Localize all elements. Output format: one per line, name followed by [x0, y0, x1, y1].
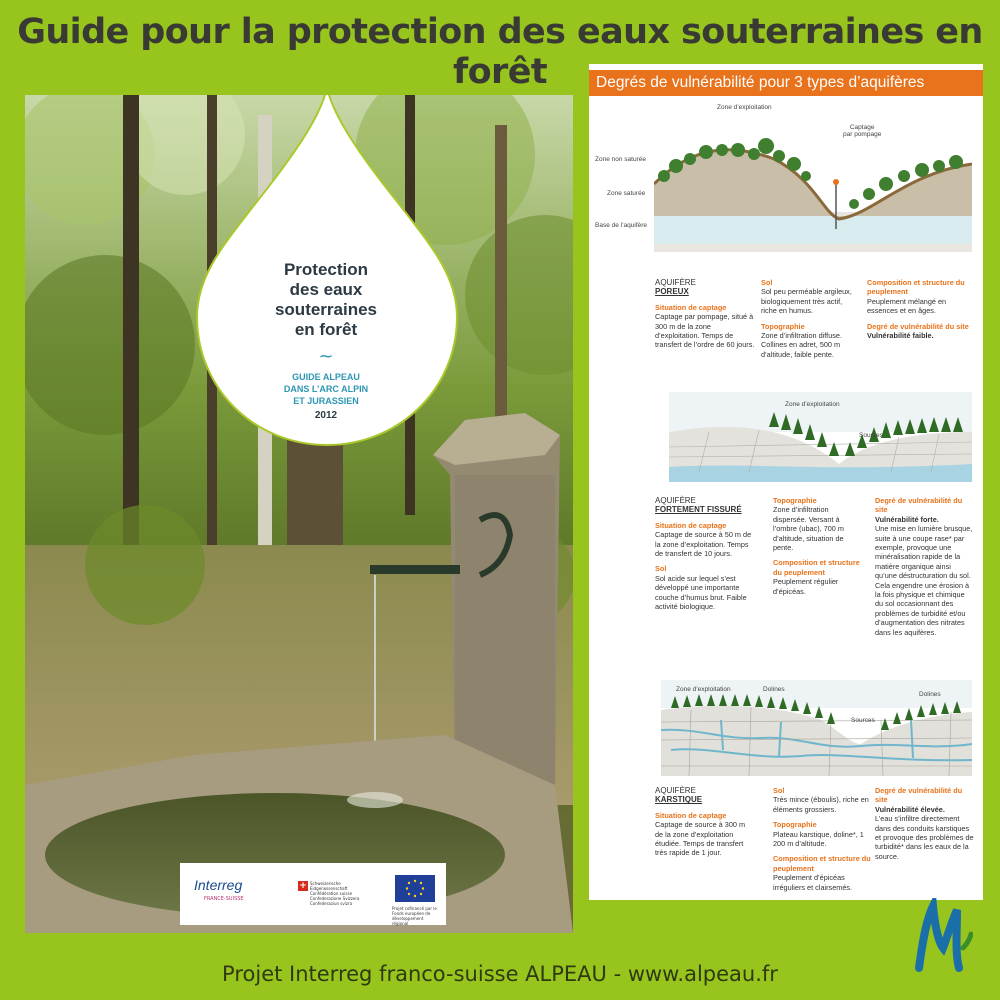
karst-col-3: Degré de vulnérabilité du site Vulnérabilité élevée. L’eau s’infiltre directement dans des conduits karstiques et provoque des problèmes de turbidité* dans les eaux de la source.: [875, 786, 974, 861]
guide-cover: [25, 95, 573, 933]
fissured-col-3: Degré de vulnérabilité du site Vulnérabilité forte. Une mise en lumière brusque, suite à une coupe rase* par exemple, provoque une minéralisation rapide de la matière organique ainsi qu’une déstructuration du sol. Cela engendre une érosion à la fois physique et chimique du sol occasionnant des problèmes de turbidité et/ou d’augmentation des nitrates dans les aquifères.: [875, 496, 973, 637]
vulnerability-panel: [589, 64, 983, 900]
cover-subtitle: GUIDE ALPEAU DANS L’ARC ALPIN ET JURASSIEN: [283, 372, 369, 406]
porous-aquifer-diagram: [654, 104, 972, 304]
cover-text-block: [231, 260, 421, 421]
fissured-col-2: Topographie Zone d’infiltration dispersée. Versant à l’ombre (ubac), 700 m d’altitude, situation de pente. Composition et structure du peuplement Peuplement régulier d’épicéas.: [773, 496, 860, 596]
panel-header: Degrés de vulnérabilité pour 3 types d’aquifères: [589, 70, 983, 96]
cover-title: Protection des eaux souterraines en forêt: [274, 260, 378, 339]
porous-col-1: AQUIFÈRE POREUX Situation de captage Captage par pompage, situé à 300 m de la zone d’exploitation. Temps de transfert de l’ordre de 60 jours.: [655, 278, 755, 350]
label-sources-2: Sources: [859, 432, 883, 439]
label-dolines-1: Dolines: [763, 686, 785, 693]
aquifer-name-karstique: KARSTIQUE: [655, 795, 703, 805]
label-captage: Captage par pompage: [843, 124, 882, 138]
porous-col-3: Composition et structure du peuplement Peuplement mélangé en essences et en âges. Degré de vulnérabilité du site Vulnérabilité faible.: [867, 278, 969, 341]
footer-project-line: Projet Interreg franco-suisse ALPEAU - www.alpeau.fr: [222, 962, 778, 986]
porous-col-2: Sol Sol peu perméable argileux, biologiquement très actif, riche en humus. Topographie Zone d’infiltration diffuse. Collines en adret, 500 m d’altitude, faible pente.: [761, 278, 852, 359]
label-zone-saturee: Zone saturée: [607, 190, 646, 197]
swiss-confederation-text: Schweizerische Eidgenossenschaft Confédération suisse Confederazione Svizzera Confederaziun svizra: [310, 881, 360, 906]
label-sources-3: Sources: [851, 717, 875, 724]
page-title: Guide pour la protection des eaux souterraines en forêt: [17, 12, 983, 92]
swiss-flag-icon: +: [299, 881, 307, 891]
cover-year: 2012: [314, 410, 338, 421]
fissured-col-1: AQUIFÈRE FORTEMENT FISSURÉ Situation de captage Captage de source à 50 m de la zone d’exploitation. Temps de transfert de 10 jours. Sol Sol acide sur lequel s’est développé une importante couche d’humus brut. Faible activité biologique.: [655, 496, 752, 612]
label-dolines-2: Dolines: [919, 691, 941, 698]
eu-funding-text: Projet cofinancé par le Fonds européen de développement régional: [392, 906, 437, 926]
karst-col-2: Sol Très mince (éboulis), riche en éléments grossiers. Topographie Plateau karstique, doline*, 1 200 m d’altitude. Composition et structure du peuplement Peuplement d’épicéas irréguliers et clairsemés.: [773, 786, 871, 892]
vulnerability-poreux: Vulnérabilité faible.: [867, 331, 934, 341]
cover-tilde: ~: [318, 346, 334, 367]
partner-logos: [180, 863, 446, 925]
eu-flag-icon: [395, 875, 435, 902]
label-zone-exploitation-3: Zone d’exploitation: [676, 686, 731, 693]
label-base-aquifere: Base de l’aquifère: [595, 222, 648, 229]
karst-col-1: AQUIFÈRE KARSTIQUE Situation de captage Captage de source à 300 m de la zone d’exploitation étudiée. Temps de transfert très rapide de 1 jour.: [655, 786, 746, 858]
aquifer-name-poreux: POREUX: [655, 287, 689, 297]
interreg-logo: Interreg: [194, 877, 243, 893]
label-zone-exploitation-1: Zone d’exploitation: [717, 104, 772, 111]
aquifer-name-fissure: FORTEMENT FISSURÉ: [655, 505, 742, 515]
label-zone-exploitation-2: Zone d’exploitation: [785, 401, 840, 408]
vulnerability-fissure: Vulnérabilité forte.: [875, 514, 939, 524]
vulnerability-karstique: Vulnérabilité élevée.: [875, 804, 945, 814]
interreg-subtitle: FRANCE-SUISSE: [204, 896, 244, 902]
label-zone-non-saturee: Zone non saturée: [595, 156, 646, 163]
